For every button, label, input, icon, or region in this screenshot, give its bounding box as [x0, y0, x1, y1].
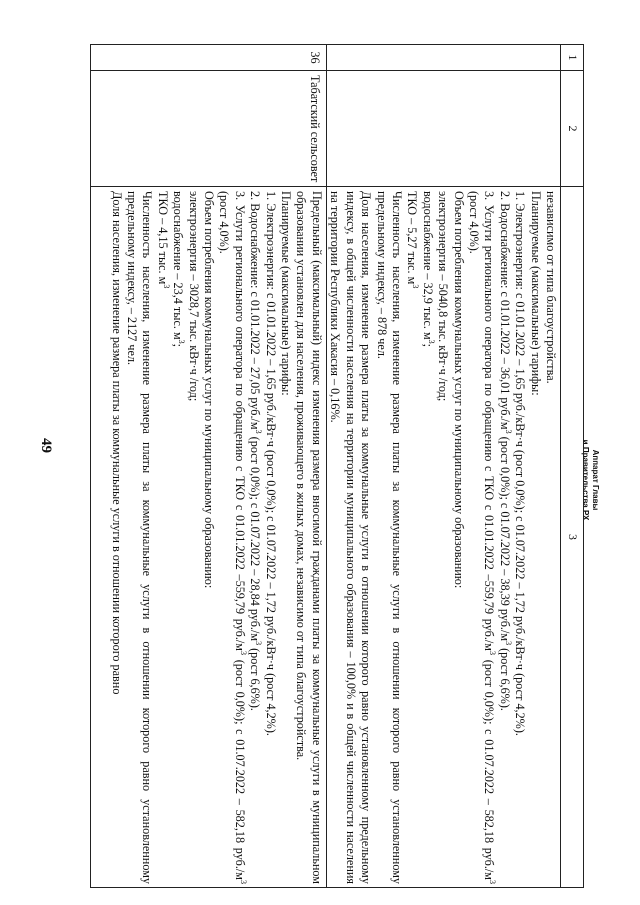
- cell-description: [91, 187, 327, 888]
- sup: 3: [503, 429, 513, 434]
- tariff-table: [90, 44, 584, 888]
- line: независимо от типа благоустройства.: [544, 191, 558, 384]
- cell-num-empty: [326, 45, 560, 71]
- text: (рост 4,0%).: [217, 191, 232, 254]
- text: 3. Услуги регионального оператора по обращению с ТКО с 01.01.2022 –559,79 руб./м: [232, 191, 247, 652]
- line: [404, 191, 419, 884]
- cell-row-number: 36: [91, 45, 327, 71]
- text: ТКО – 5,27 тыс. м: [405, 191, 420, 285]
- table-header-row: [561, 45, 584, 888]
- cell-description: [326, 187, 560, 888]
- header-col-1: 1: [561, 45, 584, 71]
- text: (рост 0,0%); с 01.07.2022 – 582,18 руб./м: [232, 655, 247, 880]
- line: электроэнергия – 5040,8 тыс. кВт·ч /год;: [436, 191, 451, 402]
- stamp-line-2: и Правительства РХ: [581, 439, 590, 521]
- sup: 3: [426, 339, 436, 344]
- line: электроэнергия – 3028,7 тыс. кВт·ч /год;: [186, 191, 201, 402]
- line: [496, 191, 511, 884]
- line: Предельный (максимальный) индекс изменения размера вносимой гражданами платы за коммунальные услуги в муниципальном образовании установлен для населения, проживающего в жилых домах, независимо от типа благоустройства.: [294, 191, 324, 884]
- line: Доля населения, изменение размера платы за коммунальные услуги в отношении которого равно установленному предельному индексу, в общей численности населения на территории муниципального образования – 100,0% и в общей численности населения на территории Республики Хакасия – 0,16%.: [328, 191, 374, 884]
- page-number: 49: [38, 438, 54, 453]
- text: 3. Услуги регионального оператора по обращению с ТКО с 01.01.2022 –559,79 руб./м: [482, 191, 497, 652]
- sup: 3: [161, 284, 171, 289]
- rotated-table: [90, 44, 584, 887]
- text: 2. Водоснабжение: с 01.01.2022 – 36,01 руб./м: [497, 191, 512, 430]
- header-col-3: 3: [561, 187, 584, 888]
- line: Планируемые (максимальные) тарифы:: [528, 191, 543, 396]
- line: [466, 191, 497, 884]
- sup: 3: [488, 651, 498, 656]
- line: Доля населения, изменение размера платы за коммунальные услуги в отношении которого равно: [109, 191, 124, 695]
- text: ;: [420, 343, 435, 348]
- line: [216, 191, 247, 884]
- text: (рост 0,0%); с 01.07.2022 – 28,84 руб./м: [248, 433, 263, 642]
- text: ;: [171, 343, 186, 348]
- line: Планируемые (максимальные) тарифы:: [279, 191, 294, 396]
- sup: 3: [254, 429, 264, 434]
- text: (рост 6,6%).: [497, 645, 512, 711]
- sup: 3: [238, 880, 248, 884]
- header-col-2: 2: [561, 71, 584, 187]
- line: [170, 191, 185, 884]
- line: Объем потребления коммунальных услуг по муниципальному образованию:: [451, 191, 466, 589]
- cell-name-empty: [326, 71, 560, 187]
- sup: 3: [488, 880, 498, 884]
- sup: 3: [177, 339, 187, 344]
- text: ТКО – 4,15 тыс. м: [155, 191, 170, 285]
- sup: 3: [238, 651, 248, 656]
- sup: 3: [254, 641, 264, 646]
- cell-municipality-name: Табатский сельсовет: [91, 71, 327, 187]
- line: [247, 191, 262, 884]
- text: (рост 4,0%).: [466, 191, 481, 254]
- line: [154, 191, 169, 884]
- line: 1. Электроэнергия: с 01.01.2022 – 1,65 руб./кВт·ч (рост 0,0%); с 01.07.2022 – 1,72 руб./кВт·ч (рост 4,2%).: [263, 191, 278, 736]
- text: водоснабжение – 23,4 тыс. м: [171, 191, 186, 340]
- line: Численность населения, изменение размера платы за коммунальные услуги в отношении которого равно установленному предельному индексу, – 2127 чел.: [125, 191, 155, 884]
- line: Численность населения, изменение размера платы за коммунальные услуги в отношении которого равно установленному предельному индексу, – 878 чел.: [374, 191, 404, 884]
- sup: 3: [411, 284, 421, 289]
- text: (рост 0,0%); с 01.07.2022 – 582,18 руб./м: [482, 655, 497, 880]
- text: 2. Водоснабжение: с 01.01.2022 – 27,05 руб./м: [248, 191, 263, 430]
- text: (рост 0,0%); с 01.07.2022 – 38,39 руб./м: [497, 433, 512, 642]
- table-row-36: [91, 45, 327, 888]
- line: Объем потребления коммунальных услуг по муниципальному образованию:: [202, 191, 217, 589]
- line: [419, 191, 434, 884]
- table-row-continued: [326, 45, 560, 888]
- text: (рост 6,6%).: [248, 645, 263, 711]
- stamp-line-1: Аппарат Главы: [591, 449, 600, 511]
- text: водоснабжение – 32,9 тыс. м: [420, 191, 435, 340]
- line: 1. Электроэнергия: с 01.01.2022 – 1,65 руб./кВт·ч (рост 0,0%); с 01.07.2022 – 1,72 руб./кВт·ч (рост 4,2%).: [513, 191, 528, 736]
- sup: 3: [503, 641, 513, 646]
